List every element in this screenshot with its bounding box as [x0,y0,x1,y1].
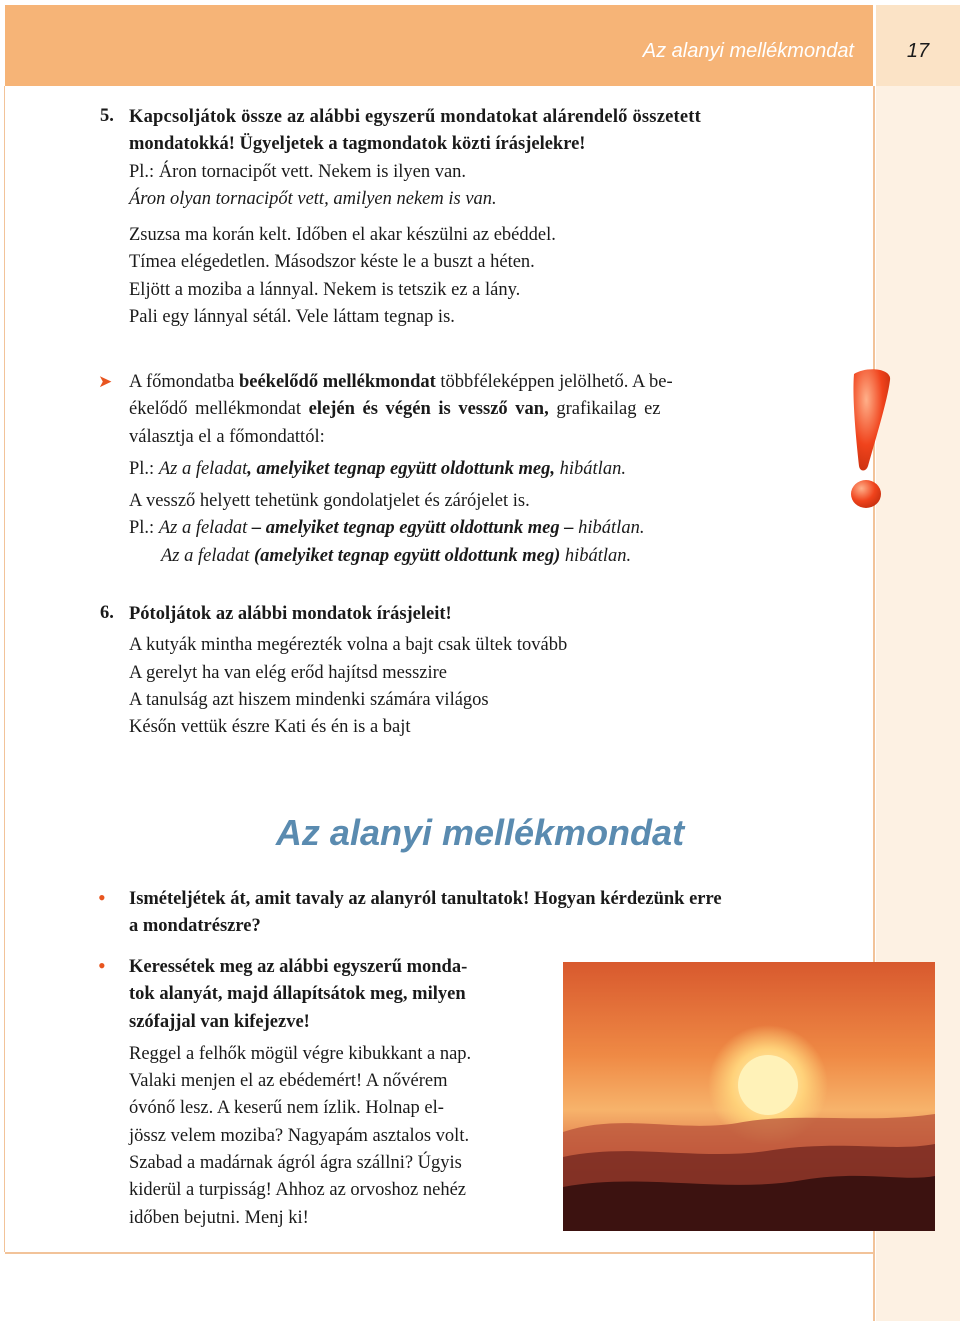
left-margin-rule [4,86,5,1252]
task-6 [129,601,829,741]
task-6-item: A tanulság azt hiszem mindenki számára világos [129,689,489,710]
arrow-right-icon: ➤ [98,372,113,391]
question-2-line: tok alanyát, majd állapítsátok meg, milyen [129,984,466,1005]
exercise-text-line: kiderül a turpisság! Ahhoz az orvoshoz nehéz [129,1180,467,1201]
bullet-icon: • [98,885,106,910]
task-5-instruction-line-1: Kapcsoljátok össze az alábbi egyszerű mondatokat alárendelő összetett [129,107,702,127]
note-line-2: ékelődő mellékmondat elején és végén is vessző van, grafikailag ez [129,399,661,420]
task-5-item: Zsuzsa ma korán kelt. Időben el akar készülni az ebéddel. [129,225,556,246]
note-line-3: választja el a főmondattól: [129,426,325,447]
task-5-number: 5. [100,106,114,126]
note-line-4: A vessző helyett tehetünk gondolatjelet és zárójelet is. [129,491,530,512]
exercise-text-line: jössz velem moziba? Nagyapám asztalos volt. [129,1125,470,1146]
task-5 [129,104,855,331]
section-title: Az alanyi mellékmondat [275,812,685,853]
task-5-example-answer: Áron olyan tornacipőt vett, amilyen nekem is van. [129,188,497,209]
exercise-text-line: óvónő lesz. A keserű nem ízlik. Holnap el- [129,1098,444,1119]
note-example-3: Az a feladat (amelyiket tegnap együtt oldottunk meg) hibátlan. [161,545,632,566]
exercise-text-line: Szabad a madárnak ágról ágra szállni? Úgyis [129,1153,462,1174]
note-example-2: Pl.: Az a feladat – amelyiket tegnap együtt oldottunk meg – hibátlan. [129,518,645,539]
question-1-line-1: Ismételjétek át, amit tavaly az alanyról tanultatok! Hogyan kérdezünk erre [129,889,722,909]
question-1 [129,886,869,941]
page-header [0,0,960,86]
task-6-number: 6. [100,603,114,623]
question-2 [129,954,549,1232]
task-6-item: A gerelyt ha van elég erőd hajítsd messzire [129,662,447,683]
sunset-photo [563,962,935,1231]
task-6-item: A kutyák mintha megérezték volna a bajt csak ültek tovább [129,635,568,656]
task-5-item: Eljött a moziba a lánnyal. Nekem is tetszik ez a lány. [129,279,521,300]
task-5-example: Pl.: Áron tornacipőt vett. Nekem is ilyen van. [129,161,467,182]
task-5-instruction-line-2: mondatokká! Ügyeljetek a tagmondatok közti írásjelekre! [129,134,586,155]
page-number: 17 [906,40,930,62]
note-line-1: A főmondatba beékelődő mellékmondat többféleképpen jelölhető. A be- [129,372,673,392]
note-example-1: Pl.: Az a feladat, amelyiket tegnap együtt oldottunk meg, hibátlan. [129,458,626,479]
task-6-instruction: Pótoljátok az alábbi mondatok írásjeleit! [129,604,452,624]
question-2-line: szófajjal van kifejezve! [129,1011,310,1032]
exercise-text-line: időben bejutni. Menj ki! [129,1207,309,1228]
note-block [129,369,810,570]
exercise-text-line: Reggel a felhők mögül végre kibukkant a nap. [129,1043,472,1064]
bottom-rule [5,1252,873,1254]
running-title: Az alanyi mellékmondat [642,40,854,62]
question-1-line-2: a mondatrészre? [129,916,261,937]
task-5-item: Pali egy lánnyal sétál. Vele láttam tegnap is. [129,307,455,328]
task-5-item: Tímea elégedetlen. Másodszor késte le a buszt a héten. [129,252,535,273]
bullet-icon: • [98,953,106,978]
exercise-text-line: Valaki menjen el az ebédemért! A nővérem [129,1071,448,1092]
question-2-line: Keressétek meg az alábbi egyszerű monda- [129,957,468,977]
exclamation-icon [846,368,896,514]
task-6-item: Későn vettük észre Kati és én is a bajt [129,717,411,738]
